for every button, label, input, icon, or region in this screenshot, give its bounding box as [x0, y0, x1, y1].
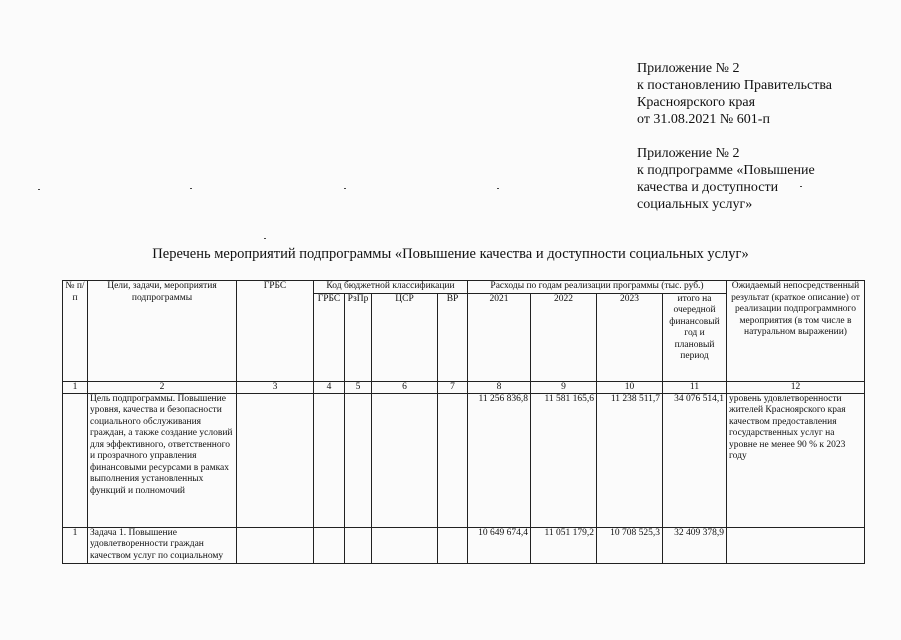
header-total: итого на очередной финансовый год и плановый период [663, 293, 727, 381]
row-rzpr [345, 527, 372, 563]
header-grbs-sub: ГРБС [314, 293, 345, 381]
row-value-2022: 11 581 165,6 [531, 393, 597, 527]
column-number: 2 [88, 381, 237, 393]
scan-speck [190, 188, 192, 189]
row-text: Задача 1. Повышение удовлетворенности граждан качеством услуг по социальному [88, 527, 237, 563]
column-number: 8 [468, 381, 531, 393]
column-number: 10 [597, 381, 663, 393]
header-year-2022: 2022 [531, 293, 597, 381]
appendix-main-line: Красноярского края [637, 95, 756, 110]
measures-table [62, 280, 865, 564]
header-goals: Цели, задачи, мероприятия подпрограммы [88, 281, 237, 382]
header-expenses: Расходы по годам реализации программы (тыс. руб.) [468, 281, 727, 294]
row-vr [438, 393, 468, 527]
table-row [63, 393, 865, 527]
header-vr: ВР [438, 293, 468, 381]
row-result [727, 527, 865, 563]
header-year-2023: 2023 [597, 293, 663, 381]
appendix-sub-line: Приложение № 2 [637, 146, 740, 161]
header-csr: ЦСР [372, 293, 438, 381]
appendix-main-line: к постановлению Правительства [637, 78, 833, 93]
table-row [63, 527, 865, 563]
row-csr [372, 527, 438, 563]
row-csr [372, 393, 438, 527]
row-value-2021: 11 256 836,8 [468, 393, 531, 527]
header-rzpr: РзПр [345, 293, 372, 381]
column-number-row [63, 381, 865, 393]
appendix-sub-line: социальных услуг» [637, 197, 753, 212]
row-total: 34 076 514,1 [663, 393, 727, 527]
row-num: 1 [63, 527, 88, 563]
row-grbs-sub [314, 393, 345, 527]
column-number: 1 [63, 381, 88, 393]
row-value-2023: 11 238 511,7 [597, 393, 663, 527]
column-number: 9 [531, 381, 597, 393]
row-rzpr [345, 393, 372, 527]
appendix-sub-line: качества и доступности [637, 180, 779, 195]
row-grbs [237, 393, 314, 527]
scan-speck [38, 189, 40, 190]
column-number: 3 [237, 381, 314, 393]
header-budget-code: Код бюджетной классификации [314, 281, 468, 294]
row-value-2021: 10 649 674,4 [468, 527, 531, 563]
column-number: 11 [663, 381, 727, 393]
column-number: 7 [438, 381, 468, 393]
appendix-main-line: Приложение № 2 [637, 61, 740, 76]
row-num [63, 393, 88, 527]
column-number: 12 [727, 381, 865, 393]
header-row-top [63, 281, 865, 294]
appendix-sub-block [637, 145, 877, 213]
header-year-2021: 2021 [468, 293, 531, 381]
row-text: Цель подпрограммы. Повышение уровня, качества и безопасности социального обслуживания граждан, а также создание условий для эффективного, ответственного и прозрачного управления финансовыми ресурсами в рамках выполнения установленных функций и полномочий [88, 393, 237, 527]
row-vr [438, 527, 468, 563]
column-number: 4 [314, 381, 345, 393]
scan-speck [800, 186, 802, 187]
appendix-sub-line: к подпрограмме «Повышение [637, 163, 815, 178]
header-grbs: ГРБС [237, 281, 314, 382]
header-result: Ожидаемый непосредственный результат (краткое описание) от реализации подпрограммного мероприятия (в том числе в натуральном выражении) [727, 281, 865, 382]
row-value-2023: 10 708 525,3 [597, 527, 663, 563]
column-number: 6 [372, 381, 438, 393]
header-num: № п/п [63, 281, 88, 382]
column-number: 5 [345, 381, 372, 393]
row-result: уровень удовлетворенности жителей Красноярского края качеством предоставления государственных услуг на уровне не менее 90 % к 2023 году [727, 393, 865, 527]
row-grbs [237, 527, 314, 563]
document-title: Перечень мероприятий подпрограммы «Повышение качества и доступности социальных услуг» [152, 246, 749, 262]
scan-speck [344, 188, 346, 189]
appendix-main-line: от 31.08.2021 № 601-п [637, 112, 770, 127]
appendix-main-block [637, 60, 877, 128]
scan-speck [264, 238, 266, 239]
row-grbs-sub [314, 527, 345, 563]
row-value-2022: 11 051 179,2 [531, 527, 597, 563]
scan-speck [497, 188, 499, 189]
row-total: 32 409 378,9 [663, 527, 727, 563]
